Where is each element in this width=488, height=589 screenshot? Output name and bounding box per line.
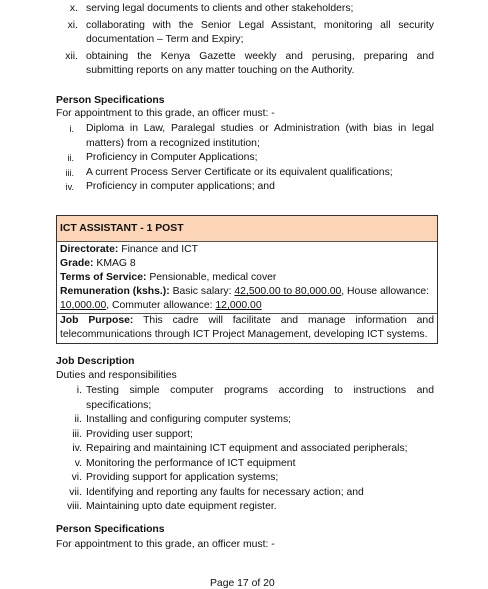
list-text: collaborating with the Senior Legal Assistant, monitoring all security documentation – Term and Expiry; bbox=[86, 19, 434, 45]
person-spec-list bbox=[56, 122, 434, 195]
list-number: vi. bbox=[71, 472, 82, 483]
grade-label: Grade: bbox=[60, 258, 94, 269]
list-item bbox=[50, 2, 434, 17]
list-number: v. bbox=[74, 457, 82, 469]
post-title: ICT ASSISTANT - 1 POST bbox=[57, 216, 437, 241]
list-item bbox=[56, 384, 434, 413]
directorate-row bbox=[57, 241, 437, 313]
list-text: Diploma in Law, Paralegal studies or Administration (with bias in legal matters) from a recognized institution; bbox=[86, 123, 434, 149]
list-number: i. bbox=[76, 385, 82, 396]
job-description-intro: Duties and responsibilities bbox=[56, 370, 177, 381]
list-text: Proficiency in computer applications; and bbox=[86, 181, 275, 192]
post-details-box bbox=[56, 215, 438, 344]
list-text: Repairing and maintaining ICT equipment and associated peripherals; bbox=[86, 443, 408, 454]
list-item bbox=[56, 151, 434, 166]
basic-salary-value: 42,500.00 to 80,000.00 bbox=[234, 286, 342, 297]
directorate-value: Finance and ICT bbox=[121, 244, 199, 255]
directorate-label: Directorate: bbox=[60, 244, 119, 255]
list-number: iv. bbox=[65, 182, 74, 192]
person-spec-heading: Person Specifications bbox=[56, 95, 165, 106]
remuneration-label: Remuneration (kshs.): bbox=[60, 286, 170, 297]
basic-salary-prefix: Basic salary: bbox=[172, 286, 232, 297]
list-number: i. bbox=[69, 124, 74, 134]
list-text: serving legal documents to clients and other stakeholders; bbox=[86, 3, 354, 14]
list-number: xi. bbox=[67, 19, 78, 31]
commuter-allowance-value: 12,000.00 bbox=[215, 300, 262, 311]
remuneration-line bbox=[60, 286, 429, 311]
list-number: viii. bbox=[66, 501, 82, 512]
list-text: Installing and configuring computer systems; bbox=[86, 414, 292, 425]
list-text: Monitoring the performance of ICT equipment bbox=[86, 457, 296, 469]
list-text: Maintaining upto date equipment register. bbox=[86, 501, 277, 512]
list-text: Providing support for application systems; bbox=[86, 472, 279, 483]
page-number: Page 17 of 20 bbox=[210, 578, 275, 589]
list-number: x. bbox=[69, 3, 78, 14]
list-item bbox=[56, 486, 434, 501]
list-item bbox=[56, 166, 434, 181]
list-number: iii. bbox=[65, 167, 74, 178]
list-item bbox=[50, 19, 434, 48]
terms-value: Pensionable, medical cover bbox=[149, 272, 277, 283]
person-spec-intro: For appointment to this grade, an officer must: - bbox=[56, 108, 275, 119]
job-description-heading: Job Description bbox=[56, 356, 135, 367]
person-spec-heading: Person Specifications bbox=[56, 524, 165, 535]
list-text: Proficiency in Computer Applications; bbox=[86, 152, 258, 163]
list-number: xii. bbox=[65, 50, 78, 62]
list-text: A current Process Server Certificate or its equivalent qualifications; bbox=[86, 166, 393, 178]
terms-label: Terms of Service: bbox=[60, 272, 147, 283]
list-item bbox=[50, 50, 434, 79]
list-item bbox=[56, 471, 434, 486]
list-item bbox=[56, 122, 434, 151]
list-text: Providing user support; bbox=[86, 428, 193, 440]
list-item bbox=[56, 457, 434, 472]
job-purpose-row bbox=[57, 313, 437, 343]
job-purpose-label: Job Purpose: bbox=[60, 315, 134, 326]
list-text: Testing simple computer programs according to instructions and specifications; bbox=[86, 385, 434, 411]
job-description-list bbox=[56, 384, 434, 515]
house-allowance-value: 10,000.00 bbox=[60, 300, 107, 311]
house-allowance-prefix: , House allowance: bbox=[341, 286, 430, 297]
list-text: Identifying and reporting any faults for necessary action; and bbox=[86, 486, 364, 498]
list-text: obtaining the Kenya Gazette weekly and perusing, preparing and submitting reports on any matter touching on the Authority. bbox=[86, 50, 434, 76]
grade-value: KMAG 8 bbox=[96, 258, 136, 269]
list-item bbox=[56, 180, 434, 195]
list-number: iii. bbox=[72, 428, 82, 440]
list-number: vii. bbox=[69, 486, 82, 498]
list-item bbox=[56, 442, 434, 457]
list-item bbox=[56, 428, 434, 443]
list-number: ii. bbox=[67, 153, 74, 163]
commuter-allowance-prefix: , Commuter allowance: bbox=[106, 300, 213, 311]
list-number: iv. bbox=[72, 443, 82, 454]
job-purpose-value: This cadre will facilitate and manage information and telecommunications through ICT Project Management, developing ICT systems. bbox=[60, 315, 434, 340]
list-item bbox=[56, 500, 434, 515]
person-spec-intro: For appointment to this grade, an officer must: - bbox=[56, 539, 275, 550]
continued-duties-list bbox=[50, 2, 434, 79]
list-item bbox=[56, 413, 434, 428]
list-number: ii. bbox=[74, 414, 82, 425]
